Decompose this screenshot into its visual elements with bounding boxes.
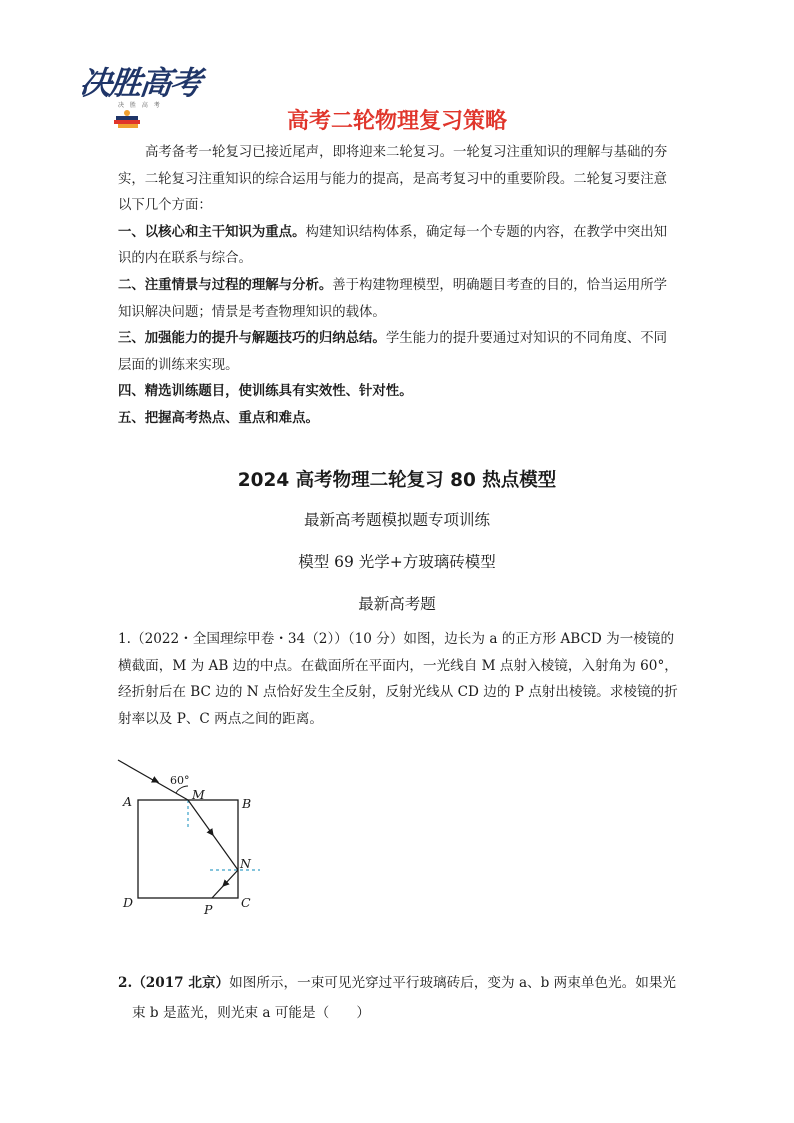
intro-paragraph: 高考备考一轮复习已接近尾声，即将迎来二轮复习。一轮复习注重知识的理解与基础的夯实，二轮复习注重知识的综合运用与能力的提高，是高考复习中的重要阶段。二轮复习要注意以下几个方面：: [118, 145, 668, 214]
intro-item-1: 一、以核心和主干知识为重点。构建知识结构体系，确定每一个专题的内容，在教学中突出知识的内在联系与综合。: [118, 224, 668, 267]
intro-item-2: 二、注重情景与过程的理解与分析。善于构建物理模型，明确题目考查的目的，恰当运用所学知识解决问题；情景是考查物理知识的载体。: [118, 277, 668, 320]
subtitle-model: 模型 69 光学+方玻璃砖模型: [298, 553, 496, 571]
intro-item-3: 三、加强能力的提升与解题技巧的归纳总结。学生能力的提升要通过对知识的不同角度、不同层面的训练来实现。: [118, 331, 668, 373]
label-c: C: [241, 895, 251, 910]
subtitle-training: 最新高考题模拟题专项训练: [303, 511, 490, 529]
question-2-line-2: 束 b 是蓝光，则光束 a 可能是（ ）: [132, 1005, 370, 1021]
label-angle: 60°: [170, 774, 190, 787]
page-title: 高考二轮物理复习策略: [286, 109, 507, 134]
question-2: [118, 968, 680, 1028]
label-b: B: [242, 796, 252, 811]
prism-diagram: [110, 756, 280, 926]
intro-item-4: 四、精选训练题目，使训练具有实效性、针对性。: [118, 384, 413, 400]
label-d: D: [123, 895, 134, 910]
logo-text: 决胜高考: [77, 64, 202, 102]
question-2-line-1: 2.（2017 北京）如图所示，一束可见光穿过平行玻璃砖后，变为 a、b 两束单色光。如果光: [118, 975, 677, 991]
label-p: P: [204, 902, 213, 917]
logo-subtitle: 决 胜 高 考: [118, 102, 162, 109]
angle-arc: [176, 786, 188, 793]
section-heading: 2024 高考物理二轮复习 80 热点模型: [237, 470, 557, 491]
label-a: A: [123, 794, 133, 809]
label-m: M: [192, 787, 205, 802]
intro-section: [118, 140, 678, 433]
label-n: N: [240, 856, 251, 871]
question-1-text: 1.（2022・全国理综甲卷・34（2））（10 分）如图，边长为 a 的正方形 ABCD 为一棱镜的横截面，M 为 AB 边的中点。在截面所在平面内，一光线自 M 点射入棱镜，入射角为 60°，经折射后在 BC 边的 N 点恰好发生全反射，反射光线从 CD 边的 P 点射出棱镜。求棱镜的折射率以及 P、C 两点之间的距离。: [118, 631, 678, 727]
question-1: [118, 626, 680, 732]
intro-item-5: 五、把握高考热点、重点和难点。: [118, 410, 319, 426]
subtitle-latest: 最新高考题: [358, 595, 436, 613]
